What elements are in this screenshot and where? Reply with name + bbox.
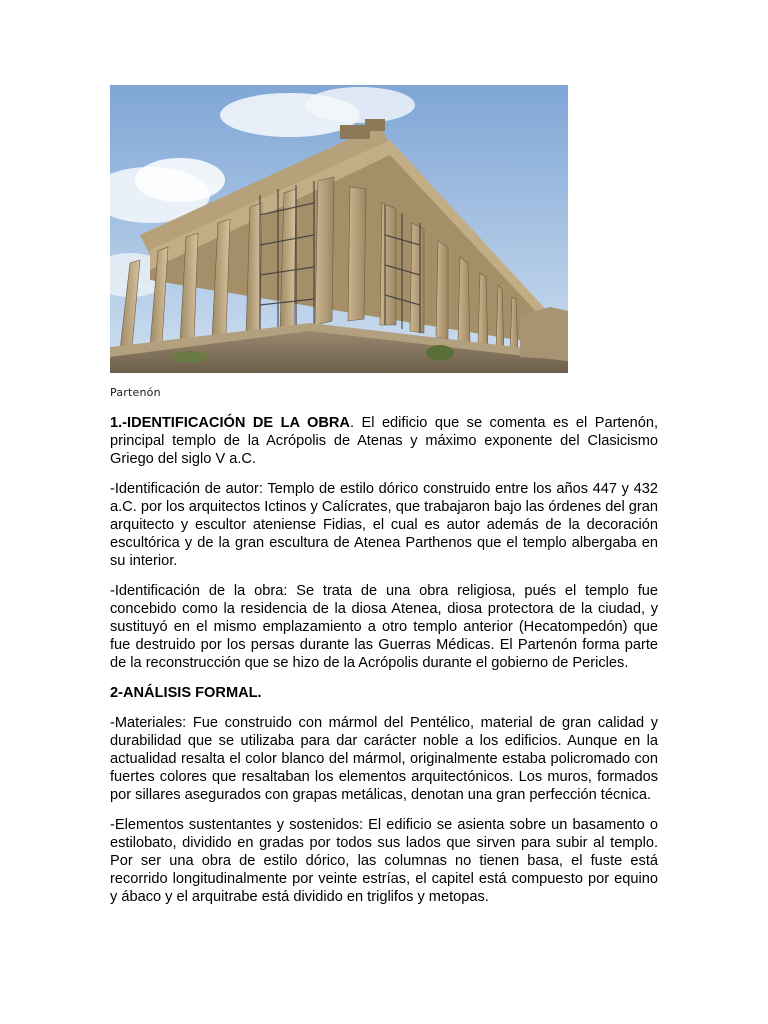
elements-paragraph: -Elementos sustentantes y sostenidos: El edificio se asienta sobre un basamento o estilobato, dividido en gradas por todos sus lados que sirven para subir al templo. Por ser una obra de estilo dórico, las columnas no tienen basa, el fuste está recorrido longitudinalmente por veinte estrías, el capitel está compuesto por equino y ábaco y el arquitrabe está dividido en triglifos y metopas. <box>110 817 658 905</box>
work-paragraph: -Identificación de la obra: Se trata de una obra religiosa, pués el templo fue concebido como la residencia de la diosa Atenea, diosa protectora de la ciudad, y sustituyó en el mismo emplazamiento a otro templo anterior (Hecatompedón) que fue destruido por los persas durante las Guerras Médicas. El Partenón forma parte de la reconstrucción que se hizo de la Acrópolis durante el gobierno de Pericles. <box>110 583 658 671</box>
document-body <box>110 414 658 918</box>
materials-paragraph: -Materiales: Fue construido con mármol del Pentélico, material de gran calidad y durabilidad que se utilizaba para dar carácter noble a los edificios. Aunque en la actualidad resalta el color blanco del mármol, originalmente estaba policromado con fuertes colores que resaltaban los elementos arquitectónicos. Los muros, formados por sillares asegurados con grapas metálicas, denotan una gran perfección técnica. <box>110 715 658 803</box>
section1-intro-text: . El edificio que se comenta es el Partenón, principal templo de la Acrópolis de Atenas y máximo exponente del Clasicismo Griego del siglo V a.C. <box>110 415 658 467</box>
parthenon-illustration <box>110 85 568 373</box>
section1-heading: 1.-IDENTIFICACIÓN DE LA OBRA <box>110 415 350 431</box>
section2-heading: 2-ANÁLISIS FORMAL. <box>110 685 262 701</box>
section1-intro-paragraph <box>110 414 658 468</box>
parthenon-photo <box>110 85 568 373</box>
author-paragraph: -Identificación de autor: Templo de estilo dórico construido entre los años 447 y 432 a.C. por los arquitectos Ictinos y Calícrates, que trabajaron bajo las órdenes del gran arquitecto y escultor ateniense Fidias, el cual es autor además de la decoración escultórica y de la gran escultura de Atenea Parthenos que el templo albergaba en su interior. <box>110 481 658 569</box>
figure-caption: Partenón <box>110 386 161 399</box>
